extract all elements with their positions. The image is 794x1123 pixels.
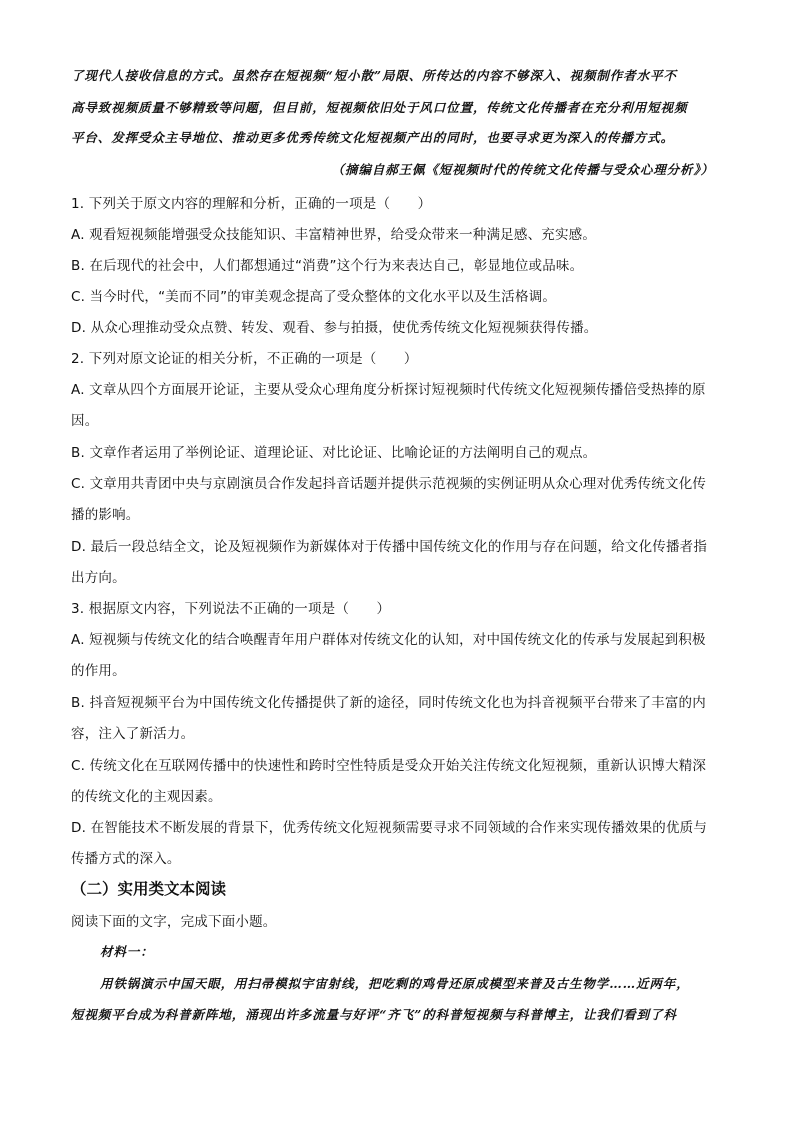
question-3-option-a: A. 短视频与传统文化的结合唤醒青年用户群体对传统文化的认知，对中国传统文化的传承与发展起到积极 <box>71 632 706 648</box>
passage-line: 平台、发挥受众主导地位、推动更多优秀传统文化短视频产出的同时，也要寻求更为深入的传播方式。 <box>71 130 675 145</box>
material-label: 材料一： <box>100 944 154 959</box>
passage-line: 高导致视频质量不够精致等问题，但目前，短视频依旧处于风口位置，传统文化传播者在充分利用短视频 <box>71 100 688 115</box>
question-2-option-a: A. 文章从四个方面展开论证，主要从受众心理角度分析探讨短视频时代传统文化短视频传播倍受热捧的原 <box>71 382 706 398</box>
material-line: 用铁锅演示中国天眼，用扫帚模拟宇宙射线，把吃剩的鸡骨还原成模型来普及古生物学……近两年， <box>100 976 690 991</box>
question-2-stem: 2. 下列对原文论证的相关分析，不正确的一项是（ ） <box>71 351 418 367</box>
question-2-option-a-cont: 因。 <box>71 413 99 429</box>
question-2-option-b: B. 文章作者运用了举例论证、道理论证、对比论证、比喻论证的方法阐明自己的观点。 <box>71 445 597 461</box>
question-3-option-b: B. 抖音短视频平台为中国传统文化传播提供了新的途径，同时传统文化也为抖音视频平台带来了丰富的内 <box>71 695 706 711</box>
question-1-option-b: B. 在后现代的社会中，人们都想通过“消费”这个行为来表达自己，彰显地位或品味。 <box>71 258 584 274</box>
question-2-option-c: C. 文章用共青团中央与京剧演员合作发起抖音话题并提供示范视频的实例证明从众心理对优秀传统文化传 <box>71 476 707 492</box>
material-line: 短视频平台成为科普新阵地，涌现出许多流量与好评“齐飞”的科普短视频与科普博主，让我们看到了科 <box>71 1007 677 1022</box>
question-3-stem: 3. 根据原文内容，下列说法不正确的一项是（ ） <box>71 601 391 617</box>
question-3-option-a-cont: 的作用。 <box>71 663 126 679</box>
passage-line: 了现代人接收信息的方式。虽然存在短视频“短小散”局限、所传达的内容不够深入、视频制作者水平不 <box>71 68 677 83</box>
passage-source: （摘编自郝王佩《短视频时代的传统文化传播与受众心理分析》） <box>331 162 714 177</box>
question-3-option-b-cont: 容，注入了新活力。 <box>71 726 195 742</box>
question-3-option-c-cont: 的传统文化的主观因素。 <box>71 789 222 805</box>
question-3-option-d-cont: 传播方式的深入。 <box>71 851 181 867</box>
section-heading: （二）实用类文本阅读 <box>71 880 227 898</box>
question-3-option-c: C. 传统文化在互联网传播中的快速性和跨时空性特质是受众开始关注传统文化短视频，重新认识博大精深 <box>71 758 707 774</box>
question-2-option-d-cont: 出方向。 <box>71 570 126 586</box>
question-1-stem: 1. 下列关于原文内容的理解和分析，正确的一项是（ ） <box>71 196 432 212</box>
question-2-option-c-cont: 播的影响。 <box>71 507 140 523</box>
question-1-option-a: A. 观看短视频能增强受众技能知识、丰富精神世界，给受众带来一种满足感、充实感。 <box>71 227 597 243</box>
question-3-option-d: D. 在智能技术不断发展的背景下，优秀传统文化短视频需要寻求不同领域的合作来实现传播效果的优质与 <box>71 820 708 836</box>
question-2-option-d: D. 最后一段总结全文，论及短视频作为新媒体对于传播中国传统文化的作用与存在问题，给文化传播者指 <box>71 539 708 555</box>
question-1-option-c: C. 当今时代，“美而不同”的审美观念提高了受众整体的文化水平以及生活格调。 <box>71 289 557 305</box>
section-instruction: 阅读下面的文字，完成下面小题。 <box>71 914 277 930</box>
question-1-option-d: D. 从众心理推动受众点赞、转发、观看、参与拍摄，使优秀传统文化短视频获得传播。 <box>71 320 598 336</box>
